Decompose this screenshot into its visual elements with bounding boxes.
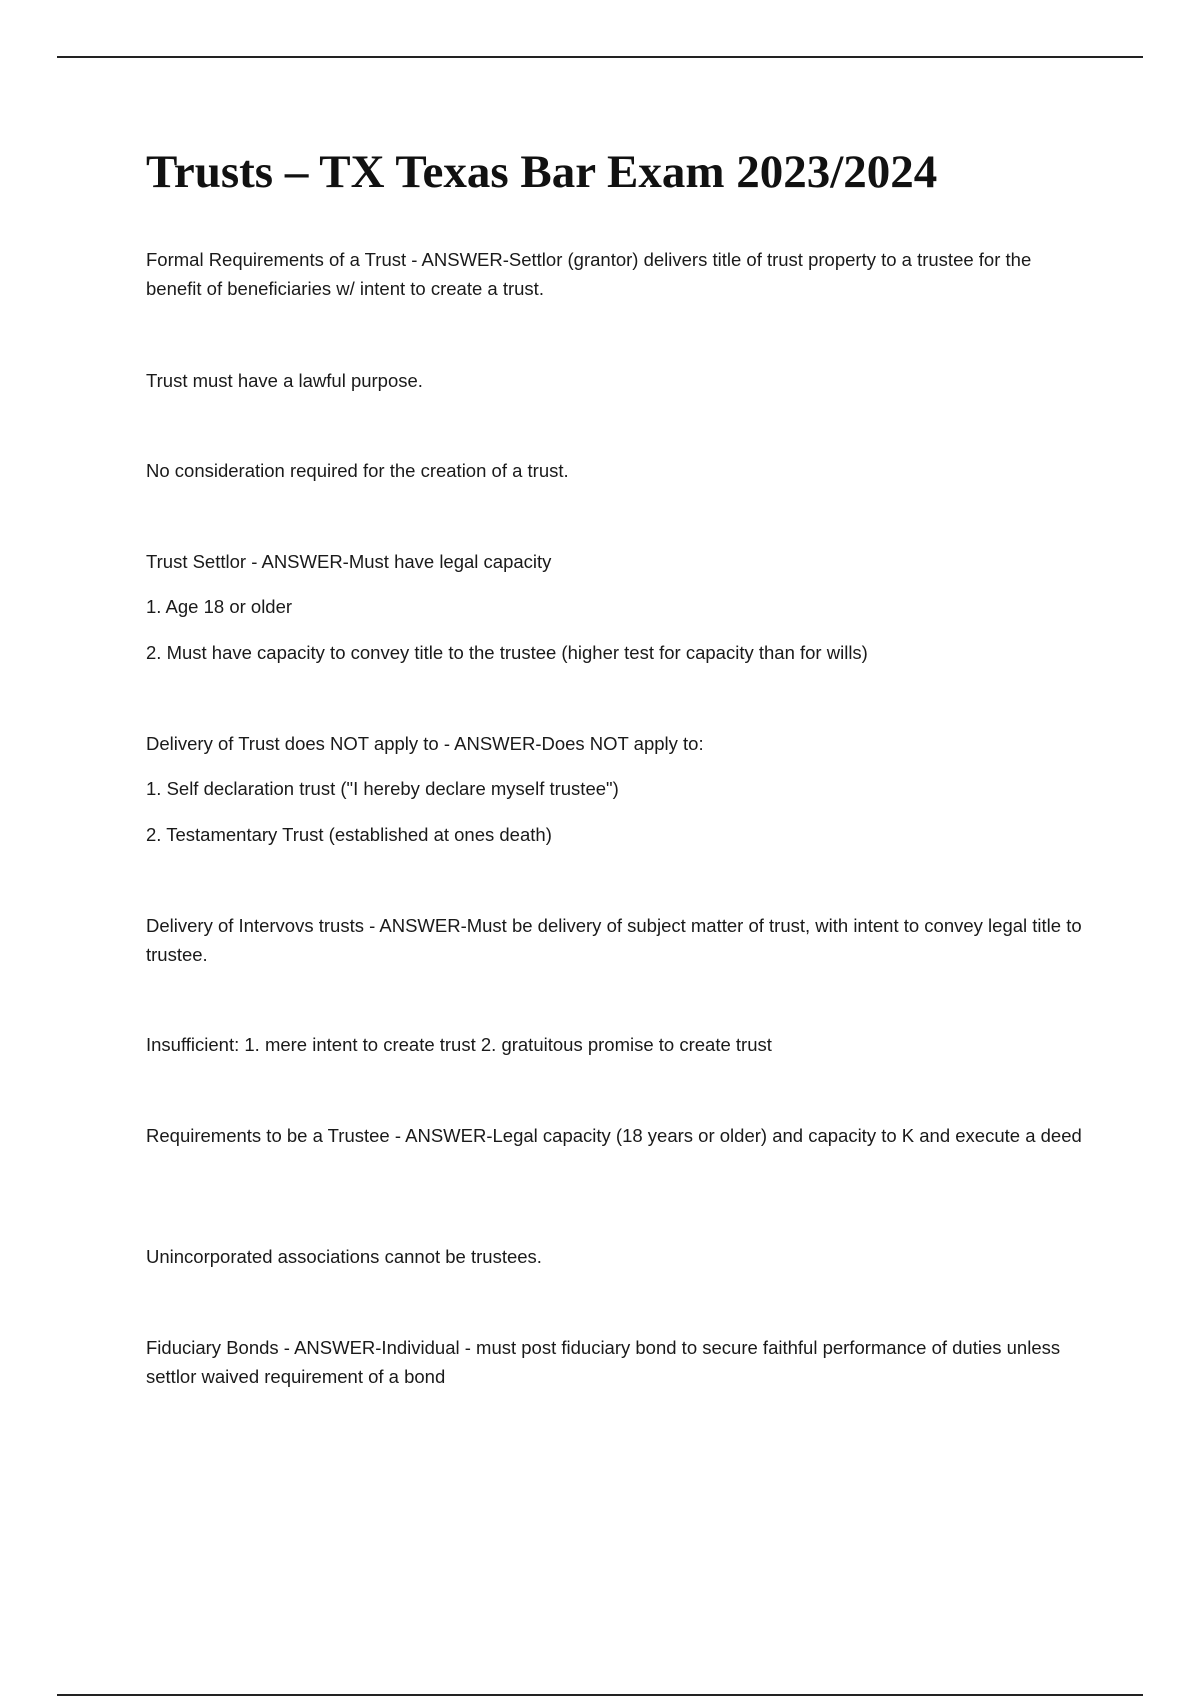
paragraph-delivery-intervovs: Delivery of Intervovs trusts - ANSWER-Must be delivery of subject matter of trust, with intent to convey legal title to trustee. (146, 915, 1082, 965)
paragraph-insufficient: Insufficient: 1. mere intent to create trust 2. gratuitous promise to create trust (146, 1034, 772, 1055)
paragraph-self-declaration: 1. Self declaration trust ("I hereby declare myself trustee") (146, 778, 619, 799)
header-rule (57, 56, 1143, 58)
paragraph-settlor-age: 1. Age 18 or older (146, 596, 293, 617)
paragraph-fiduciary-bonds: Fiduciary Bonds - ANSWER-Individual - must post fiduciary bond to secure faithful performance of duties unless settlor waived requirement of a bond (146, 1337, 1061, 1387)
paragraph-no-consideration: No consideration required for the creation of a trust. (146, 460, 569, 481)
footer-rule (57, 1694, 1143, 1696)
paragraph-formal-requirements: Formal Requirements of a Trust - ANSWER-Settlor (grantor) delivers title of trust property to a trustee for the benefit of beneficiaries w/ intent to create a trust. (146, 249, 1032, 299)
document-title: Trusts – TX Texas Bar Exam 2023/2024 (146, 146, 938, 198)
paragraph-testamentary: 2. Testamentary Trust (established at ones death) (146, 824, 552, 845)
paragraph-trust-settlor: Trust Settlor - ANSWER-Must have legal capacity (146, 551, 552, 572)
paragraph-lawful-purpose: Trust must have a lawful purpose. (146, 370, 423, 391)
paragraph-trustee-requirements: Requirements to be a Trustee - ANSWER-Legal capacity (18 years or older) and capacity to K and execute a deed (146, 1125, 1082, 1146)
paragraph-settlor-capacity: 2. Must have capacity to convey title to the trustee (higher test for capacity than for wills) (146, 642, 868, 663)
paragraph-unincorporated: Unincorporated associations cannot be trustees. (146, 1246, 542, 1267)
paragraph-delivery-not-apply: Delivery of Trust does NOT apply to - ANSWER-Does NOT apply to: (146, 733, 704, 754)
